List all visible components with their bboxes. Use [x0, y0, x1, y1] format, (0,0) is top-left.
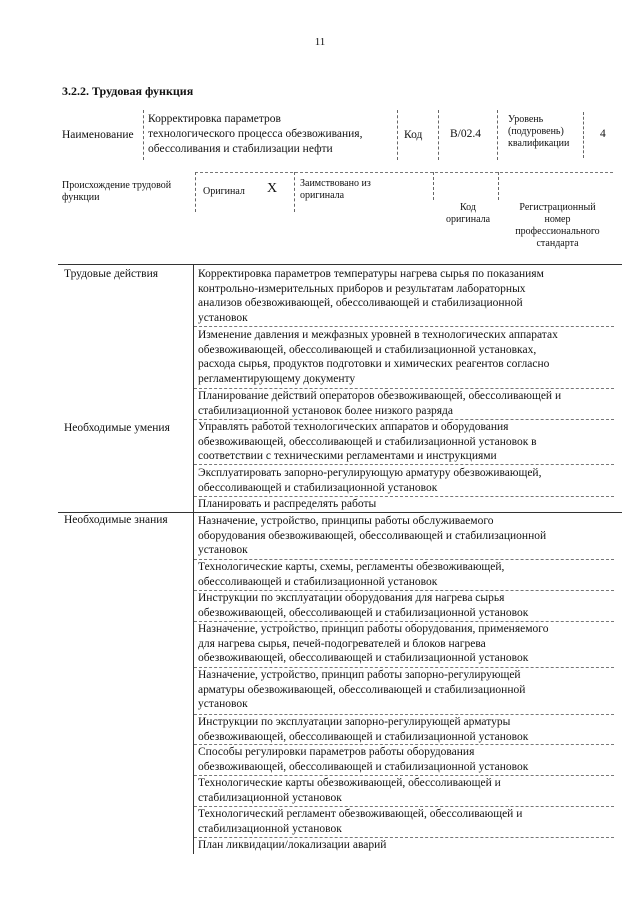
list-item: [198, 420, 610, 464]
level-label-line: квалификации: [508, 138, 570, 149]
item-line: обезвоживающей, обессоливающей и стабилизационной установок: [198, 760, 529, 773]
item-line: Назначение, устройство, принцип работы запорно-регулирующей: [198, 669, 521, 681]
item-line: Эксплуатировать запорно-регулирующую арматуру обезвоживающей,: [198, 467, 542, 479]
item-line: расхода сырья, продуктов подготовки и химических реагентов согласно: [198, 358, 550, 371]
function-name-line: технологического процесса обезвоживания,: [148, 128, 363, 140]
list-item: [198, 591, 610, 620]
item-line: обезвоживающей, обессоливающей и стабилизационной установок в: [198, 435, 537, 448]
borrowed-label-line: оригинала: [300, 190, 345, 201]
level-label-line: Уровень: [508, 114, 544, 125]
item-line: обезвоживающей, обессоливающей и стабилизационной установок: [198, 652, 529, 665]
level-label-line: (подуровень): [508, 126, 564, 137]
row-divider: [194, 464, 614, 465]
divider: [195, 172, 196, 212]
list-item: [198, 560, 610, 589]
original-label: Оригинал: [203, 186, 245, 197]
item-line: установок: [198, 312, 248, 325]
item-line: Инструкции по эксплуатации оборудования для нагрева сырья: [198, 592, 505, 604]
item-line: обезвоживающей, обессоливающей и стабилизационной установках,: [198, 343, 537, 356]
list-item: [198, 745, 610, 774]
divider: [195, 172, 613, 173]
item-line: План ликвидации/локализации аварий: [198, 839, 387, 851]
code-original-line: оригинала: [445, 214, 491, 225]
item-line: Корректировка параметров температуры нагрева сырья по показаниям: [198, 268, 544, 280]
item-line: Назначение, устройство, принципы работы обслуживаемого: [198, 515, 494, 527]
item-line: Технологический регламент обезвоживающей, обессоливающей и: [198, 808, 523, 820]
function-name-line: Корректировка параметров: [148, 113, 281, 125]
code-original-line: Код: [460, 202, 476, 213]
origin-label: [62, 180, 171, 204]
item-line: установок: [198, 698, 248, 711]
list-item: [198, 622, 610, 666]
divider: [438, 110, 439, 160]
level-value: 4: [600, 128, 606, 140]
item-line: для нагрева сырья, печей-подогревателей и блоков нагрева: [198, 637, 486, 650]
list-item: [198, 838, 610, 853]
code-label: Код: [404, 129, 423, 141]
item-line: обезвоживающей, обессоливающей и стабилизационной установок: [198, 606, 529, 619]
list-item: [198, 668, 610, 712]
item-line: обессоливающей и стабилизационной установок: [198, 575, 438, 588]
list-item: [198, 715, 610, 744]
item-line: установок: [198, 544, 248, 557]
list-item: [198, 776, 610, 805]
section-divider: [58, 512, 622, 513]
name-label: Наименование: [62, 129, 134, 141]
list-item: [198, 514, 610, 558]
item-line: контрольно-измерительных приборов и результатам лабораторных: [198, 282, 526, 295]
item-line: Назначение, устройство, принцип работы оборудования, применяемого: [198, 623, 549, 635]
item-line: Планирование действий операторов обезвоживающей, обессоливающей и: [198, 390, 562, 402]
item-line: стабилизационной установок: [198, 791, 342, 804]
item-line: Изменение давления и межфазных уровней в технологических аппаратах: [198, 329, 558, 341]
divider: [143, 110, 144, 160]
item-line: обессоливающей и стабилизационной установок: [198, 481, 438, 494]
list-item: [198, 328, 610, 387]
table-top-border: [58, 264, 622, 265]
level-label: [508, 114, 569, 150]
section-label-knowledge: Необходимые знания: [64, 514, 168, 526]
section-label-skills: Необходимые умения: [64, 422, 170, 434]
item-line: анализов обезвоживающей, обессоливающей и стабилизационной: [198, 297, 523, 310]
list-item: [198, 466, 610, 495]
origin-label-line: функции: [62, 192, 100, 203]
reg-number-line: профессионального: [515, 226, 600, 237]
divider: [498, 172, 499, 200]
item-line: Инструкции по эксплуатации запорно-регулирующей арматуры: [198, 716, 511, 728]
list-item: [198, 389, 610, 418]
item-line: Технологические карты обезвоживающей, обессоливающей и: [198, 777, 501, 789]
section-title: 3.2.2. Трудовая функция: [62, 84, 194, 98]
page-number: 11: [314, 36, 326, 48]
item-line: оборудования обезвоживающей, обессоливающей и стабилизационной: [198, 529, 547, 542]
section-label-actions: Трудовые действия: [64, 268, 159, 280]
row-divider: [194, 326, 614, 327]
divider: [397, 110, 398, 160]
code-original-label: [438, 202, 498, 226]
divider: [433, 172, 434, 200]
list-item: [198, 807, 610, 836]
item-line: арматуры обезвоживающей, обессоливающей и стабилизационной: [198, 683, 526, 696]
origin-label-line: Происхождение трудовой: [62, 180, 172, 191]
item-line: стабилизационной установок более низкого разряда: [198, 404, 453, 417]
code-value: B/02.4: [450, 128, 481, 140]
item-line: соответствии с техническими регламентами и инструкциями: [198, 450, 497, 463]
item-line: обезвоживающей, обессоливающей и стабилизационной установок: [198, 730, 529, 743]
item-line: Планировать и распределять работы: [198, 498, 377, 510]
reg-number-line: стандарта: [536, 238, 579, 249]
divider: [294, 172, 295, 212]
list-item: [198, 267, 610, 326]
function-name: [148, 112, 398, 157]
reg-number-label: [500, 202, 615, 250]
reg-number-line: Регистрационный: [519, 202, 596, 213]
function-name-line: обессоливания и стабилизации нефти: [148, 143, 333, 155]
borrowed-label-line: Заимствовано из: [300, 178, 371, 189]
reg-number-line: номер: [544, 214, 571, 225]
divider: [583, 112, 584, 158]
original-mark: X: [267, 181, 278, 196]
borrowed-label: [300, 178, 371, 202]
item-line: Управлять работой технологических аппаратов и оборудования: [198, 421, 509, 433]
divider: [497, 110, 498, 160]
item-line: стабилизационной установок: [198, 822, 342, 835]
item-line: Способы регулировки параметров работы оборудования: [198, 746, 475, 758]
list-item: [198, 497, 610, 512]
item-line: регламентирующему документу: [198, 373, 356, 386]
item-line: Технологические карты, схемы, регламенты обезвоживающей,: [198, 561, 505, 573]
